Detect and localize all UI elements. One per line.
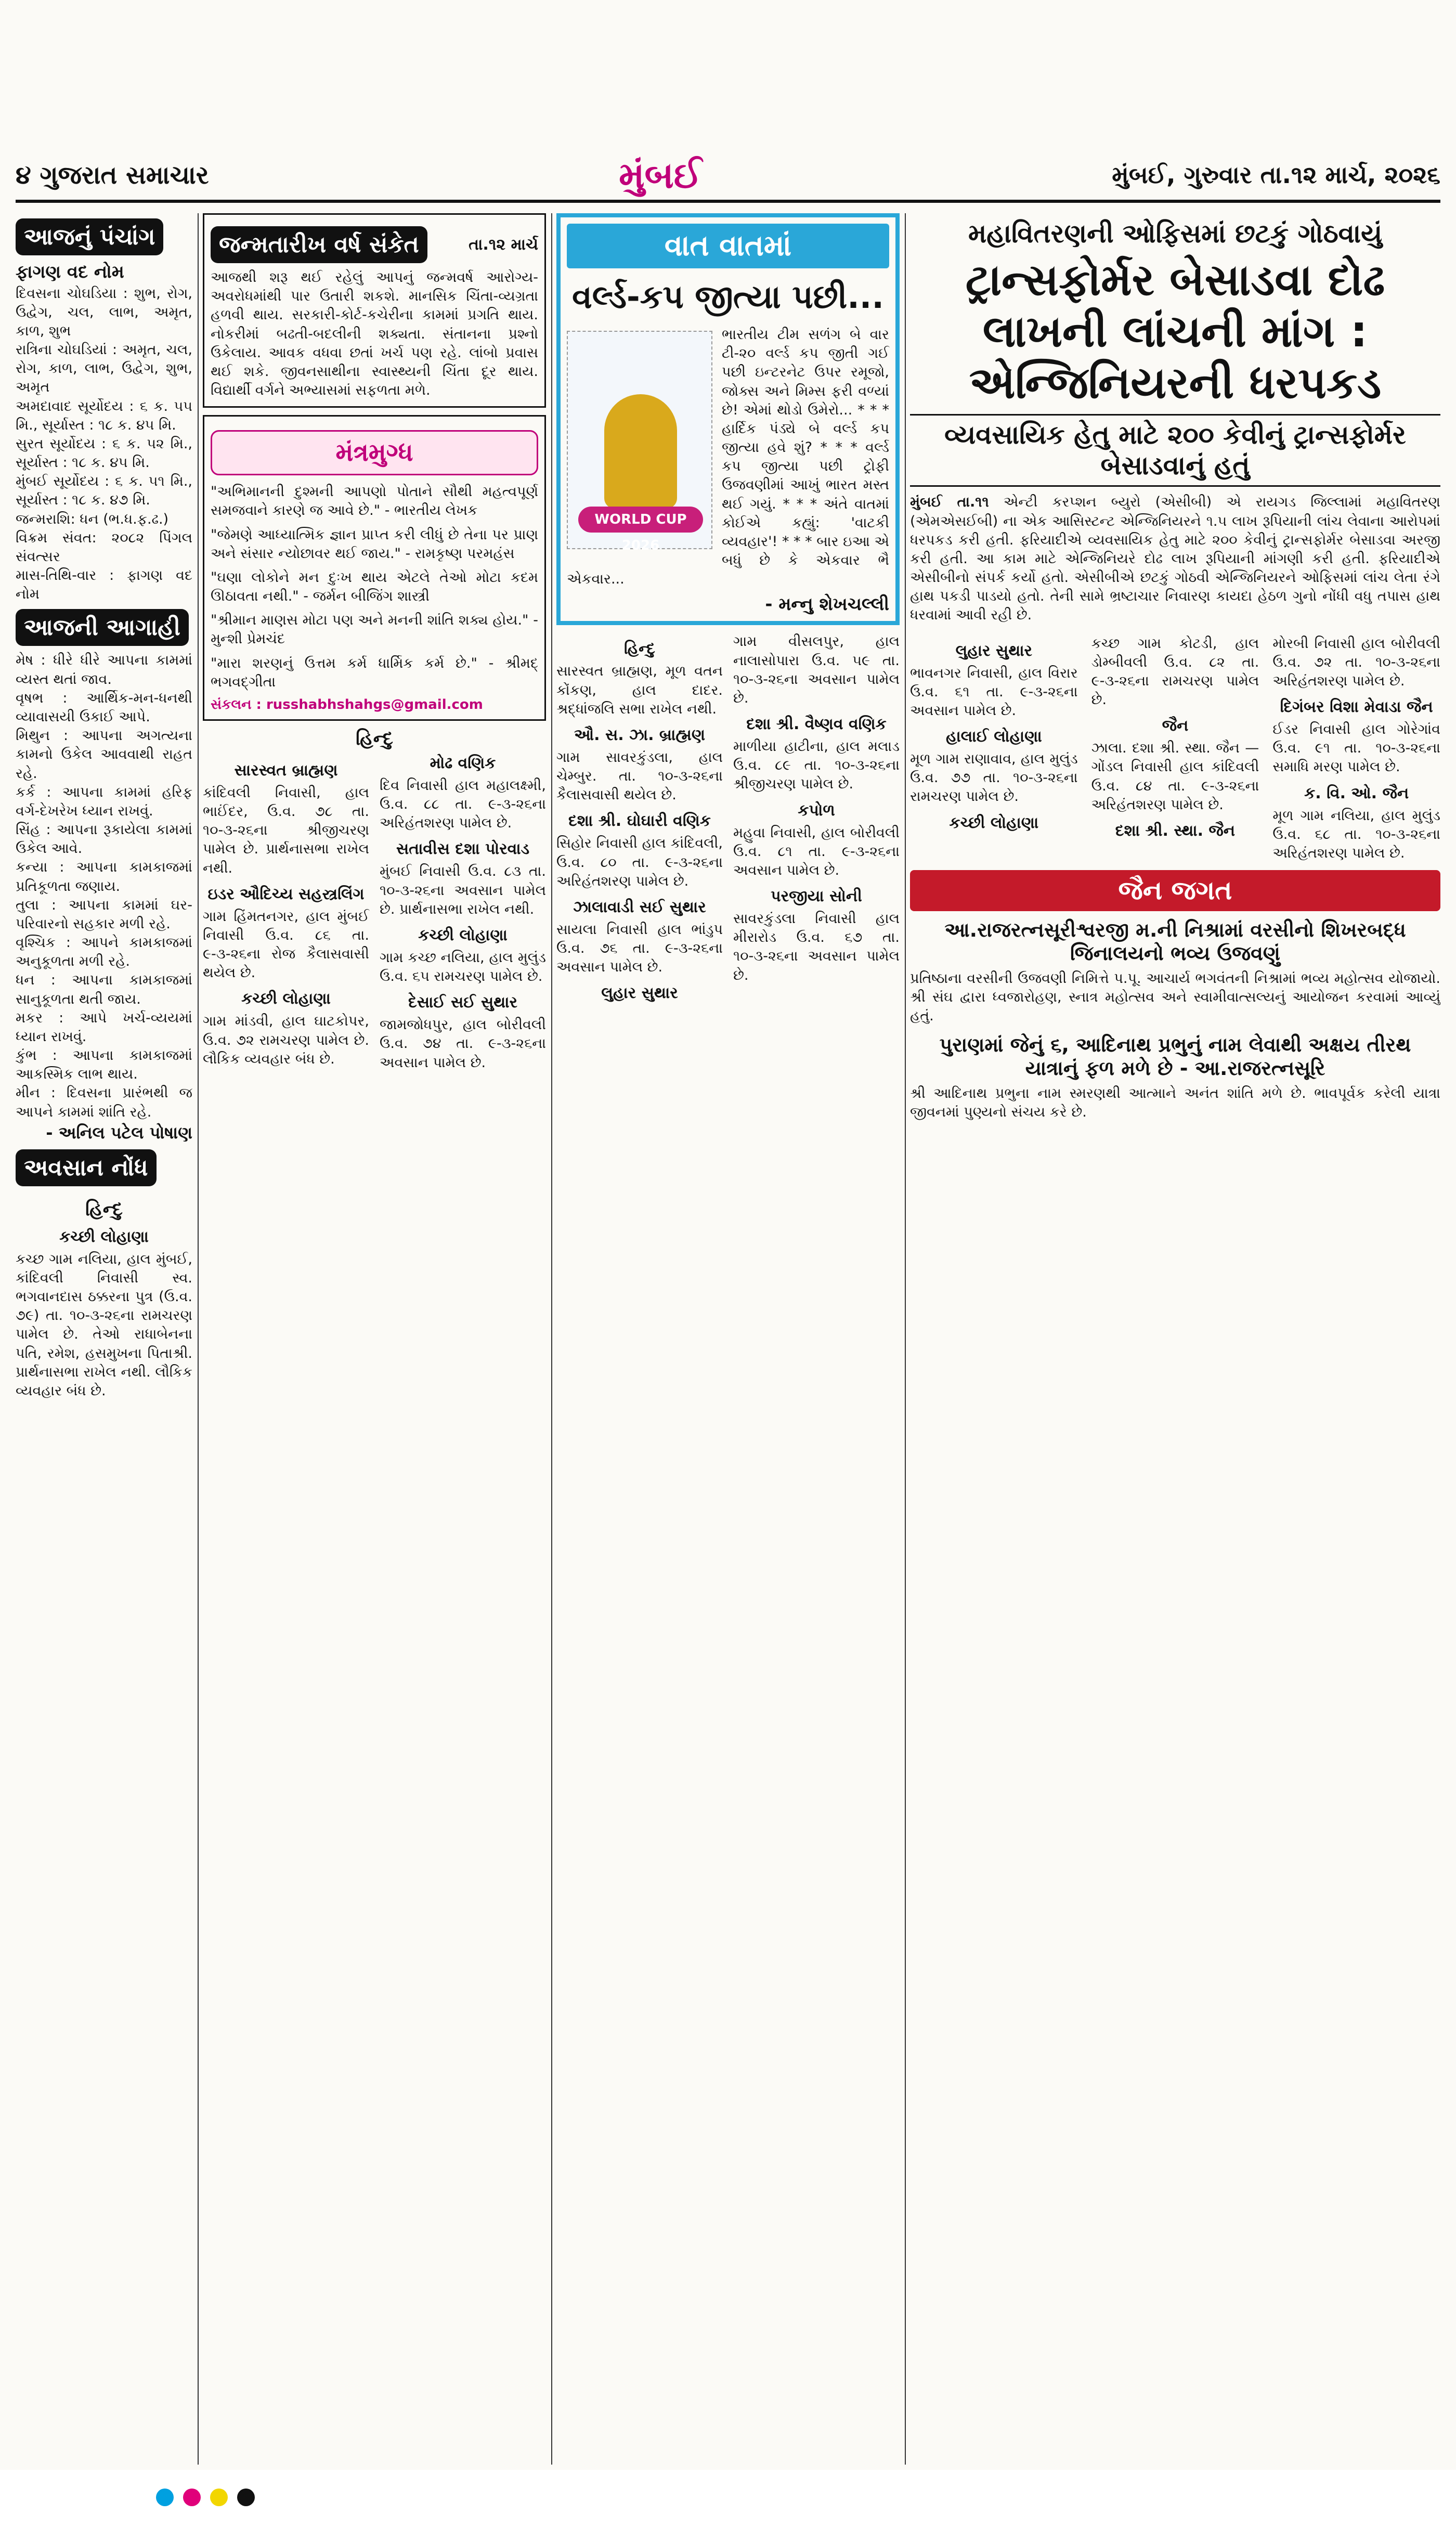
obit-item <box>1091 717 1259 814</box>
rashi-line: મિથુન : આપના અગત્યના કામનો ઉકેલ આવવાથી રાહત રહે. <box>16 728 192 782</box>
rashi-line: વૃષભ : આર્થિક-મન-ધનથી વ્યાવાસયી ઉકાઈ આપે. <box>16 690 192 725</box>
rashi-line: કન્યા : આપના કામકાજમાં પ્રતિકૂળતા જણાય. <box>16 859 192 895</box>
magenta-swatch <box>183 2489 201 2506</box>
obit-community: મોઢ વણિક <box>430 754 496 772</box>
obit-community: હિન્દુ <box>624 640 655 658</box>
obit-text: ભાવનગર નિવાસી, હાલ વિરાર ઉ.વ. ૬૧ તા. ૯-૩-૨૬ના અવસાન પામેલ છે. <box>910 665 1078 719</box>
jain-text: શ્રી આદિનાથ પ્રભુના નામ સ્મરણથી આત્માને અનંત શાંતિ મળે છે. ભાવપૂર્વક કરેલી યાત્રા જીવનમાં પુણ્યનો સંચય કરે છે. <box>910 1085 1440 1120</box>
obit-item <box>380 840 546 919</box>
obit-text: મૂળ ગામ રાણાવાવ, હાલ મુલુંડ ઉ.વ. ૭૭ તા. ૧૦-૩-૨૬ના રામચરણ પામેલ છે. <box>910 751 1078 805</box>
aagahi-body <box>16 651 192 1144</box>
mantra-head: મંત્રમુગ્ધ <box>211 430 538 475</box>
page-brand: ૪ ગુજરાત સમાચાર <box>16 160 209 190</box>
obit-community: દશા શ્રી. ઘોઘારી વણિક <box>568 812 711 831</box>
panchang-line: અમદાવાદ સૂર્યોદય : ૬ ક. ૫૫ મિ., સૂર્યાસ્ત : ૧૮ ક. ૪૫ મિ. <box>16 398 192 433</box>
obit-community: દશા શ્રી. સ્થા. જૈન <box>1115 821 1236 840</box>
obit-item <box>733 887 900 985</box>
mantra-quote: "જેમણે આધ્યાત્મિક જ્ઞાન પ્રાપ્ત કરી લીધું છે તેના પર પ્રાણ અને સંસાર ન્યોછાવર થઈ જાય." - રામકૃષ્ણ પરમહંસ <box>211 526 538 562</box>
obit-community: કચ્છી લોહાણા <box>949 813 1039 832</box>
obit-text: સારસ્વત બ્રાહ્મણ, મૂળ વતન કોંકણ, હાલ દાદર. શ્રદ્ધાંજલિ સભા રાખેલ નથી. <box>556 663 723 717</box>
rashi-line: મકર : આપે ખર્ચ-વ્યયમાં ધ્યાન રાખવું. <box>16 1009 192 1045</box>
obit-community: હાલાઈ લોહાણા <box>945 728 1042 746</box>
print-margin <box>0 2470 1456 2527</box>
obit-text: ઈડર નિવાસી હાલ ગોરેગાંવ ઉ.વ. ૯૧ તા. ૧૦-૩-૨૬ના સમાધિ મરણ પામેલ છે. <box>1272 721 1440 775</box>
obit-list <box>203 754 546 1074</box>
avsan-head: અવસાન નોંધ <box>16 1149 157 1186</box>
rashi-line: ધન : આપના કામકાજમાં સાનુકૂળતા થતી જાય. <box>16 972 192 1007</box>
panchang-line: રાત્રિના ચોઘડિયાં : અમૃત, ચલ, રોગ, કાળ, લાભ, ઉદ્વેગ, શુભ, અમૃત <box>16 342 192 396</box>
obit-text: મુંબઈ નિવાસી ઉ.વ. ૮૩ તા. ૧૦-૩-૨૬ના અવસાન પામેલ છે. પ્રાર્થનાસભા રાખેલ નથી. <box>380 863 546 917</box>
obit-community: લુહાર સુથાર <box>601 984 678 1003</box>
mantra-box <box>203 415 546 721</box>
vatvat-head: વાત વાતમાં <box>567 224 889 268</box>
mantra-quote: "ઘણા લોકોને મન દુઃખ થાય એટલે તેઓ મોટા કદમ ઊઠાવતા નથી." - જર્મન બીજિંગ શાસ્ત્રી <box>211 569 538 605</box>
hindu-head: હિન્દુ <box>356 728 393 749</box>
obit-community: જૈન <box>1162 717 1189 735</box>
obit-item <box>1272 698 1440 777</box>
obit-community: સતાવીસ દશા પોરવાડ <box>396 840 530 859</box>
yellow-swatch <box>210 2489 228 2506</box>
worldcup-illustration <box>567 331 712 553</box>
obit-item <box>556 812 723 891</box>
rashi-line: મીન : દિવસના પ્રારંભથી જ આપને કામમાં શાંતિ રહે. <box>16 1085 192 1120</box>
rashi-line: કર્ક : આપના કામમાં હરિફ વર્ગ-દેખરેખ ધ્યાન રાખવું. <box>16 784 192 819</box>
obit-community: પરજીયા સોની <box>771 887 862 906</box>
cup-banner: WORLD CUP 2026 <box>578 507 703 533</box>
lead-kicker: મહાવિતરણની ઓફિસમાં છટકું ગોઠવાયું <box>968 218 1383 249</box>
panchang-head: આજનું પંચાંગ <box>16 218 163 255</box>
janmatarikh-head: જન્મતારીખ વર્ષ સંકેત <box>211 226 427 263</box>
jain-title: આ.રાજરત્નસૂરીશ્વરજી મ.ની નિશ્રામાં વરસીનો શિખરબદ્ધ જિનાલયનો ભવ્ય ઉજવણું <box>944 918 1406 965</box>
obit-community: ઝાલાવાડી સઈ સુથાર <box>573 898 706 916</box>
obit-text: ગામ વીસલપુર, હાલ નાલાસોપારા ઉ.વ. ૫૯ તા. ૧૦-૩-૨૬ના અવસાન પામેલ છે. <box>733 633 900 706</box>
obit-text: ગામ હિંમતનગર, હાલ મુંબઈ નિવાસી ઉ.વ. ૮૬ તા. ૯-૩-૨૬ના રોજ કૈલાસવાસી થયેલ છે. <box>203 908 369 981</box>
lead-headline: ટ્રાન્સફોર્મર બેસાડવા દોઢ લાખની લાંચની માંગ : એન્જિનિયરની ધરપકડ <box>910 254 1440 416</box>
obit-community: કચ્છી લોહાણા <box>241 990 331 1008</box>
obit-community: ક. વિ. ઓ. જૈન <box>1304 784 1409 802</box>
obit-text: દિવ નિવાસી હાલ મહાલક્ષ્મી, ઉ.વ. ૮૮ તા. ૯-૩-૨૬ના અરિહંતશરણ પામેલ છે. <box>380 777 546 832</box>
obit-item <box>910 642 1078 721</box>
vatvat-byline: - મન્નુ શેખચલ્લી <box>765 594 889 615</box>
obit-item <box>556 898 723 977</box>
obit-community: દિગંબર વિશા મેવાડા જૈન <box>1280 698 1433 717</box>
obit-item <box>203 761 369 878</box>
obit-item <box>203 885 369 983</box>
aagahi-head: આજની આગાહી <box>16 609 189 646</box>
panchang-body <box>16 261 192 604</box>
lead-dateline: મુંબઈ તા.૧૧ <box>910 494 989 511</box>
obit-text: ગામ સાવરકુંડલા, હાલ ચેમ્બુર. તા. ૧૦-૩-૨૬ના કૈલાસવાસી થયેલ છે. <box>556 749 723 804</box>
column-3 <box>556 213 900 2465</box>
obit-text: કચ્છ ગામ નલિયા, હાલ મુંબઈ, કાંદિવલી નિવાસી સ્વ. ભગવાનદાસ ઠક્કરના પુત્ર (ઉ.વ. ૭૯) તા. ૧૦-૩-૨૬ના રામચરણ પામેલ છે. તેઓ રાધાબેનના પતિ, રમેશ, હસમુખના પિતાશ્રી. પ્રાર્થનાસભા રાખેલ નથી. લૌકિક વ્યવહાર બંધ છે. <box>16 1251 192 1399</box>
janmatarikh-box <box>203 213 546 408</box>
obit-item <box>733 801 900 880</box>
lead-deck: વ્યવસાયિક હેતુ માટે ૨૦૦ કેવીનું ટ્રાન્સફોર્મર બેસાડવાનું હતું <box>910 416 1440 487</box>
janmatarikh-text: આજથી શરૂ થઈ રહેલું આપનું જન્મવર્ષ આરોગ્ય-અવરોધમાંથી પાર ઉતારી શકશે. માનસિક ચિંતા-વ્યગ્રતા હળવી થાય. સરકારી-કોર્ટ-કચેરીના કામમાં પ્રગતિ થાય. નોકરીમાં બઢતી-બદલીની શક્યતા. સંતાનના પ્રશ્નો ઉકેલાય. આવક વધવા છતાં ખર્ચ પણ રહે. લાંબો પ્રવાસ થઈ શકે. જીવનસાથીના સ્વાસ્થ્યની ચિંતા દૂર થાય. વિદ્યાર્થી વર્ગને અભ્યાસમાં સફળતા મળે. <box>211 269 538 399</box>
jain-text: પ્રતિષ્ઠાના વરસીની ઉજવણી નિમિત્તે પ.પૂ. આચાર્ય ભગવંતની નિશ્રામાં ભવ્ય મહોત્સવ યોજાયો. શ્રી સંઘ દ્વારા ધ્વજારોહણ, સ્નાત્ર મહોત્સવ અને સ્વામીવાત્સલ્યનું આયોજન કરવામાં આવ્યું હતું. <box>910 970 1440 1025</box>
obit-text: માળીયા હાટીના, હાલ મલાડ ઉ.વ. ૮૯ તા. ૧૦-૩-૨૬ના શ્રીજીચરણ પામેલ છે. <box>733 738 900 793</box>
obit-text: મહુવા નિવાસી, હાલ બોરીવલી ઉ.વ. ૮૧ તા. ૯-૩-૨૬ના અવસાન પામેલ છે. <box>733 824 900 878</box>
panchang-line: સુરત સૂર્યોદય : ૬ ક. ૫૨ મિ., સૂર્યાસ્ત : ૧૮ ક. ૪૫ મિ. <box>16 435 192 471</box>
obit-item <box>733 715 900 794</box>
panchang-line: ફાગણ વદ નોમ <box>16 262 124 282</box>
obit-item <box>203 990 369 1069</box>
cyan-swatch <box>156 2489 174 2506</box>
janmatarikh-footer: સંકલન : russhabhshahgs@gmail.com <box>211 696 483 712</box>
obit-item <box>380 754 546 833</box>
obit-community: દશા શ્રી. વૈષ્ણવ વણિક <box>746 715 887 734</box>
obit-community: ઔ. સ. ઝા. બ્રાહ્મણ <box>574 725 705 744</box>
vatvat-title: વર્લ્ડ-કપ જીત્યા પછી... <box>572 278 884 316</box>
panchang-line: દિવસના ચોઘડિયા : શુભ, રોગ, ઉદ્વેગ, ચલ, લાભ, અમૃત, કાળ, શુભ <box>16 285 192 339</box>
obit-community: કપોળ <box>798 801 835 820</box>
rashi-line: કુંભ : આપના કામકાજમાં આકસ્મિક લાભ થાય. <box>16 1047 192 1083</box>
column-2 <box>203 213 546 2465</box>
mantra-quote: "અભિમાનની દુશ્મની આપણો પોતાને સૌથી મહત્વપૂર્ણ સમજવાને કારણે જ આવે છે." - ભારતીય લેખક <box>211 484 538 519</box>
lead-body <box>910 493 1440 625</box>
lead-text: એન્ટી કરપ્શન બ્યુરો (એસીબી) એ રાયગડ જિલ્લામાં મહાવિતરણ (એમએસઈબી) ના એક આસિસ્ટન્ટ એન્જિનિયરને ૧.૫ લાખ રૂપિયાની લાંચ લેવાના આરોપમાં ધરપકડ કરી હતી. ફરિયાદીએ વ્યવસાયિક હેતુ માટે ૨૦૦ કેવીનું ટ્રાન્સફોર્મર બેસાડવા અરજી કરી હતી. આ કામ માટે એન્જિનિયરે દોઢ લાખ રૂપિયાની માંગણી કરી હતી. ફરિયાદીએ એસીબીનો સંપર્ક કર્યો હતો. એસીબીએ છટકું ગોઠવી એન્જિનિયરને ઓફિસમાં લાંચ લેતા રંગે હાથ પકડી પાડયો હતો. તેની સામે ભ્રષ્ટાચાર નિવારણ કાયદા હેઠળ ગુનો નોંધી વધુ તપાસ હાથ ધરવામાં આવી રહી છે. <box>910 494 1440 624</box>
obit-text: ગામ માંડવી, હાલ ઘાટકોપર, ઉ.વ. ૭૨ રામચરણ પામેલ છે. લૌકિક વ્યવહાર બંધ છે. <box>203 1013 369 1067</box>
obit-item <box>910 728 1078 807</box>
rashi-line: વૃશ્ચિક : આપને કામકાજમાં અનુકૂળતા મળી રહે. <box>16 935 192 970</box>
masthead <box>16 151 1440 203</box>
rashi-line: સિંહ : આપના રૂકાયેલા કામમાં ઉકેલ આવે. <box>16 822 192 857</box>
obit-community: કચ્છી લોહાણા <box>418 926 508 944</box>
panchang-line: મુંબઈ સૂર્યોદય : ૬ ક. ૫૧ મિ., સૂર્યાસ્ત : ૧૮ ક. ૪૭ મિ. <box>16 473 192 509</box>
community-head: કચ્છી લોહાણા <box>59 1227 149 1246</box>
jain-title: પુરાણમાં જેનું ૬, આદિનાથ પ્રભુનું નામ લેવાથી અક્ષય તીરથ યાત્રાનું ફળ મળે છે - આ.રાજરત્નસૂરિ <box>939 1033 1411 1080</box>
community-head: હિન્દુ <box>85 1198 123 1220</box>
panchang-line: જન્મરાશિ: ધન (ભ.ધ.ફ.ઢ.) <box>16 511 169 527</box>
obit-text: મોરબી નિવાસી હાલ બોરીવલી ઉ.વ. ૭૨ તા. ૧૦-૩-૨૬ના અરિહંતશરણ પામેલ છે. <box>1272 635 1440 689</box>
rashi-line: મેષ : ધીરે ધીરે આપના કામમાં વ્યસ્ત થતાં જાવ. <box>16 652 192 688</box>
obit-community: દેસાઈ સઈ સુથાર <box>408 993 518 1012</box>
mantra-quote: "મારા શરણનું ઉત્તમ કર્મ ધાર્મિક કર્મ છે." - શ્રીમદ્ ભગવદ્ગીતા <box>211 655 538 690</box>
obit-community: ઇડર ઔદિચ્ય સહસ્ત્રલિંગ <box>207 885 365 903</box>
janmatarikh-date: તા.૧૨ માર્ચ <box>469 236 538 254</box>
obit-item <box>380 926 546 986</box>
obit-community: સારસ્વત બ્રાહ્મણ <box>234 761 338 780</box>
obit-item <box>380 993 546 1072</box>
section-title: મુંબઈ <box>619 153 702 197</box>
obit-text: સાયલા નિવાસી હાલ ભાંડુપ ઉ.વ. ૭૬ તા. ૯-૩-૨૬ના અવસાન પામેલ છે. <box>556 921 723 976</box>
obit-community: લુહાર સુથાર <box>955 641 1033 660</box>
obit-item <box>556 640 723 719</box>
panchang-line: વિક્રમ સંવત: ૨૦૮૨ પિંગલ સંવત્સર <box>16 529 192 565</box>
panchang-line: માસ-તિથિ-વાર : ફાગણ વદ નોમ <box>16 567 192 603</box>
aagahi-byline: - અનિલ પટેલ પોષાણ <box>46 1122 192 1143</box>
obit-text: કચ્છ ગામ કોટડી, હાલ ડોમ્બીવલી ઉ.વ. ૮૨ તા. ૯-૩-૨૬ના રામચરણ પામેલ છે. <box>1091 635 1259 708</box>
page-date: મુંબઈ, ગુરુવાર તા.૧૨ માર્ચ, ૨૦૨૬ <box>1112 161 1440 189</box>
color-registration-marks <box>156 2489 255 2506</box>
mantra-quote: "શ્રીમાન માણસ મોટા પણ અને મનની શાંતિ શક્ય હોય." - મુન્શી પ્રેમચંદ <box>211 612 538 647</box>
rashi-line: તુલા : આપના કામમાં ઘર-પરિવારનો સહકાર મળી રહે. <box>16 897 192 932</box>
column-4 <box>910 213 1440 2465</box>
obit-list <box>556 632 900 1002</box>
trophy-icon <box>604 394 677 509</box>
obit-text: જામજોધપુર, હાલ બોરીવલી ઉ.વ. ૭૪ તા. ૯-૩-૨૬ના અવસાન પામેલ છે. <box>380 1017 546 1071</box>
obit-item <box>556 726 723 805</box>
obit-item <box>1272 784 1440 863</box>
obit-text: મૂળ ગામ નલિયા, હાલ મુલુંડ ઉ.વ. ૬૮ તા. ૧૦-૩-૨૬ના અરિહંતશરણ પામેલ છે. <box>1272 807 1440 861</box>
obit-list <box>910 634 1440 863</box>
obit-text: સાવરકુંડલા નિવાસી હાલ મીરારોડ ઉ.વ. ૬૭ તા. ૧૦-૩-૨૬ના અવસાન પામેલ છે. <box>733 911 900 983</box>
obit-text: ગામ કચ્છ નલિયા, હાલ મુલુંડ ઉ.વ. ૬૫ રામચરણ પામેલ છે. <box>380 949 546 985</box>
black-swatch <box>237 2489 255 2506</box>
obit-text: સિહોર નિવાસી હાલ કાંદિવલી, ઉ.વ. ૮૦ તા. ૯-૩-૨૬ના અરિહંતશરણ પામેલ છે. <box>556 835 723 889</box>
vatvat-box <box>556 213 900 625</box>
jain-jagat-head: જૈન જગત <box>910 870 1440 911</box>
vatvat-text: ભારતીય ટીમ સળંગ બે વાર ટી-૨૦ વર્લ્ડ કપ જીતી ગઈ પછી ઇન્ટરનેટ ઉપર રમૂજો, જોક્સ અને મિમ્સ ફરી વળ્યાં છે! એમાં થોડો ઉમેરો... * * * હાર્દિક પંડ્યે બે વર્લ્ડ કપ જીત્યા હવે શું? * * * વર્લ્ડ કપ જીત્યા પછી ટ્રોફી ઉજવણીમાં આખું ભારત મસ્ત થઈ ગયું. * * * અંતે વાતમાં કોઈએ કહ્યું: 'વાટકી વ્યવહાર'! * * * બાર ઇઆ એ બધું છે કે એકવાર ભૈ એકવાર... <box>567 327 889 588</box>
column-1 <box>16 213 192 2465</box>
obit-text: ઝાલા. દશા શ્રી. સ્થા. જૈન — ગોંડલ નિવાસી હાલ કાંદિવલી ઉ.વ. ૮૪ તા. ૯-૩-૨૬ના અરિહંતશરણ પામેલ છે. <box>1091 740 1259 813</box>
obit-text: કાંદિવલી નિવાસી, હાલ ભાઈંદર, ઉ.વ. ૭૮ તા. ૧૦-૩-૨૬ના શ્રીજીચરણ પામેલ છે. પ્રાર્થનાસભા રાખેલ નથી. <box>203 784 369 876</box>
